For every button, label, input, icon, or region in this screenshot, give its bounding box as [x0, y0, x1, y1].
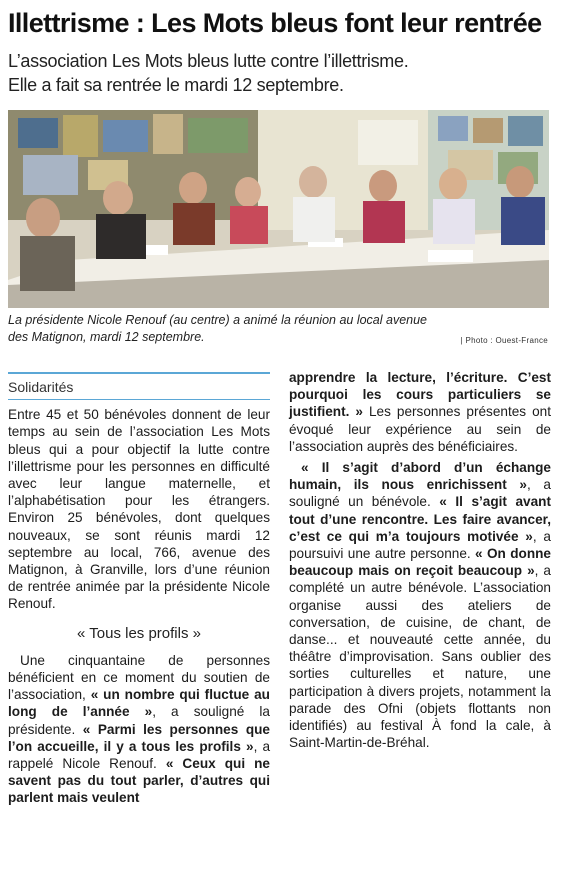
p3-text-f: , a complété un autre bénévole. L’association organise aussi des ateliers de conversation, de cuisine, de chant, de danse... et nouveauté cette année, du théâtre d’improvisation. Sans oublier des sorties culturelles et nature, une participation à divers projets, notamment la parade des Ofni (objets flottants non identifiés) au festival À fond la cale, à Saint-Martin-de-Bréhal.	[289, 563, 551, 751]
p2-text-g: Les personnes présentes ont évoqué leur expérience au sein de l’association auprès des bénéficiaires.	[289, 404, 551, 454]
p3-text-b: , a souligné un bénévole.	[289, 477, 551, 510]
caption-line-2: des Matignon, mardi 12 septembre.	[8, 330, 205, 344]
paragraph-3	[289, 459, 551, 751]
article-column-1	[8, 372, 270, 807]
intertitle: « Tous les profils »	[77, 624, 201, 642]
p3-text-d: , a poursuivi une autre personne.	[289, 528, 551, 562]
paragraph-1: Entre 45 et 50 bénévoles donnent de leur temps au sein de l’association Les Mots bleus qui a pour objectif la lutte contre l’illettrisme pour les personnes en difficulté avec leur langue maternelle, et l’alphabétisation pour les étrangers. Environ 25 bénévoles, dont quelques nouveaux, se sont réunis mardi 12 septembre au local, 766, avenue des Matignon, à Granville, lors d’une réunion de rentrée animée par la présidente Nicole Renouf.	[8, 407, 270, 612]
headline: Illettrisme : Les Mots bleus font leur rentrée	[8, 8, 542, 38]
p3-quote-c: « Il s’agit avant tout d’une rencontre. Les faire avancer, c’est ce qui m’a toujours motivée »	[289, 494, 551, 544]
caption-line-1: La présidente Nicole Renouf (au centre) a animé la réunion au local avenue	[8, 313, 428, 327]
lead-line-1: L’association Les Mots bleus lutte contre l’illettrisme.	[8, 51, 409, 71]
section-rubric: Solidarités	[8, 372, 270, 400]
meeting-photo-illustration	[8, 110, 549, 308]
meeting-photo	[8, 110, 549, 308]
p2-quote-d: « Parmi les personnes que l’on accueille, il y a tous les profils »	[8, 721, 270, 754]
photo-credit: | Photo : Ouest-France	[460, 336, 548, 345]
paragraph-2-start	[8, 652, 270, 807]
p2-quote-f: « Ceux qui ne savent pas du tout parler, d’autres qui parlent mais veulent	[8, 756, 270, 806]
p2-quote-b: « un nombre qui fluctue au long de l’année »	[8, 687, 270, 720]
p3-quote-e: « On donne beaucoup mais on reçoit beaucoup »	[289, 546, 551, 579]
paragraph-2-continued	[289, 369, 551, 455]
p2-text-c: , a souligné la présidente.	[8, 704, 270, 737]
p2-text-e: , a rappelé Nicole Renouf.	[8, 738, 271, 772]
p2-text-a: Une cinquantaine de personnes bénéficient en ce moment du soutien de l’association,	[8, 652, 270, 703]
article-column-2	[289, 369, 551, 751]
lead	[8, 49, 583, 97]
p3-quote-a: « Il s’agit d’abord d’un échange humain, ils nous enrichissent »	[289, 460, 551, 493]
lead-line-2: Elle a fait sa rentrée le mardi 12 septembre.	[8, 75, 344, 95]
p2-quote-f-continued: apprendre la lecture, l’écriture. C’est pourquoi les cours particuliers se justifient. »	[289, 370, 551, 420]
